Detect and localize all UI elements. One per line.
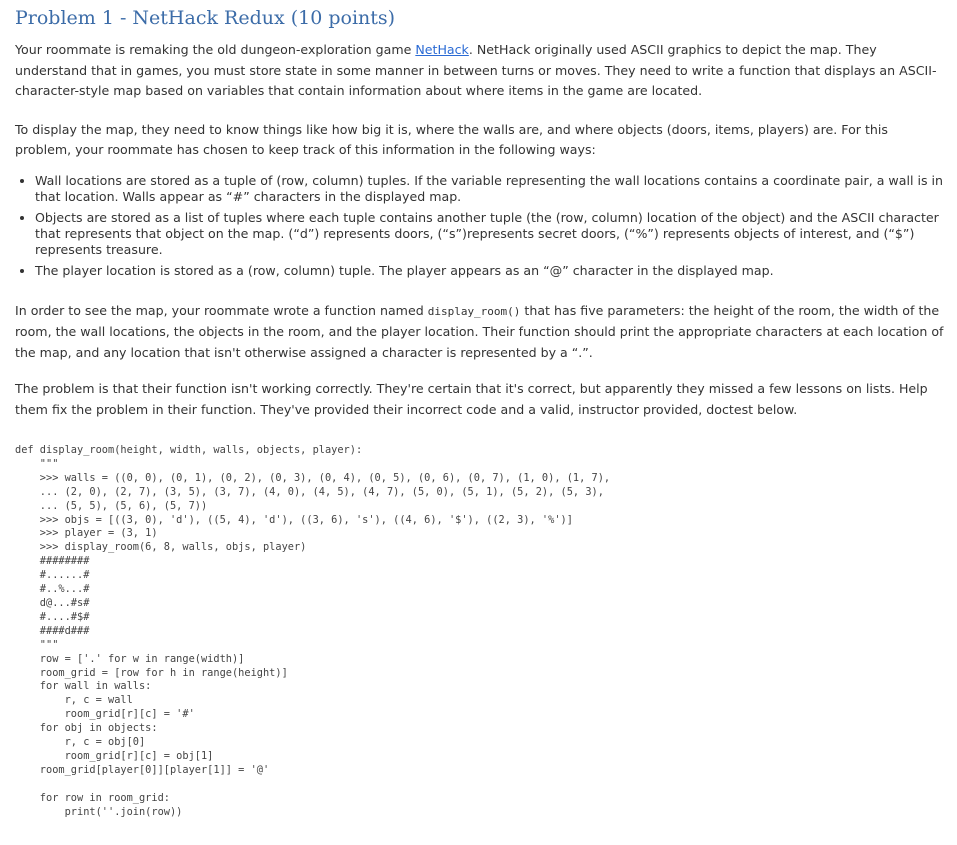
code-line: #....#$# bbox=[15, 610, 90, 623]
code-line: >>> display_room(6, 8, walls, objs, player) bbox=[15, 541, 307, 554]
code-line: room_grid[r][c] = obj[1] bbox=[15, 749, 214, 762]
intro-text-after-link: . NetHack originally used ASCII graphics to depict the map. They understand that in games, you must store state in some manner in between turns or moves. They need to write a function that displays an ASCII-character-style map based on variables that contain information about where items in the game are located. bbox=[15, 42, 937, 98]
list-item: • Wall locations are stored as a tuple of (row, column) tuples. If the variable representing the wall locations contains a coordinate pair, a wall is in that location. Walls appear as “#” characters in the displayed map. bbox=[35, 173, 945, 205]
map-info-paragraph: To display the map, they need to know things like how big it is, where the walls are, and where objects (doors, items, players) are. For this problem, your roommate has chosen to keep track of this information in the following ways: bbox=[15, 121, 888, 157]
code-line: ####d### bbox=[15, 624, 90, 637]
function-desc-before: In order to see the map, your roommate wrote a function named bbox=[15, 302, 428, 318]
nethack-link[interactable]: NetHack bbox=[415, 42, 469, 57]
function-description-paragraph bbox=[15, 301, 945, 364]
list-item: • The player location is stored as a (row, column) tuple. The player appears as an “@” character in the displayed map. bbox=[35, 263, 945, 279]
code-line: room_grid[player[0]][player[1]] = '@' bbox=[15, 763, 270, 776]
code-line: d@...#s# bbox=[15, 596, 90, 609]
code-line: >>> walls = ((0, 0), (0, 1), (0, 2), (0, 3), (0, 4), (0, 5), (0, 6), (0, 7), (1, 0), (1, 7), bbox=[15, 471, 611, 484]
problem-page bbox=[15, 0, 945, 819]
code-line: r, c = wall bbox=[15, 694, 133, 707]
function-name-code: display_room() bbox=[427, 304, 521, 318]
intro-text-before-link: Your roommate is remaking the old dungeon-exploration game bbox=[15, 42, 416, 57]
intro-paragraph bbox=[15, 40, 945, 102]
code-line: r, c = obj[0] bbox=[15, 736, 146, 749]
code-line: #......# bbox=[15, 569, 90, 582]
code-line: """ bbox=[15, 638, 59, 651]
code-line: ######## bbox=[15, 555, 90, 568]
code-line: room_grid = [row for h in range(height)] bbox=[15, 666, 288, 679]
code-line: for obj in objects: bbox=[15, 722, 158, 735]
function-desc-after: that has five parameters: the height of the room, the width of the room, the wall locations, the objects in the room, and the player location. Their function should print the appropriate characters at each location of the map, and any location that isn't otherwise assigned a character is represented by a “.”. bbox=[15, 302, 944, 360]
code-line: ... (5, 5), (5, 6), (5, 7)) bbox=[15, 499, 208, 512]
code-line: def display_room(height, width, walls, objects, player): bbox=[15, 444, 363, 456]
list-item: • Objects are stored as a list of tuples where each tuple contains another tuple (the (row, column) location of the object) and the ASCII character that represents that object on the map. (“d”) represents doors, (“s”)represents secret doors, (“%”) represents objects of interest, and (“$”) represents treasure. bbox=[35, 210, 945, 258]
code-line: row = ['.' for w in range(width)] bbox=[15, 652, 245, 665]
problem-title: Problem 1 - NetHack Redux (10 points) bbox=[15, 7, 396, 29]
code-line: """ bbox=[15, 457, 59, 470]
code-line: >>> player = (3, 1) bbox=[15, 527, 158, 540]
code-line: >>> objs = [((3, 0), 'd'), ((5, 4), 'd'), ((3, 6), 's'), ((4, 6), '$'), ((2, 3), '%')] bbox=[15, 513, 573, 526]
code-line: #..%...# bbox=[15, 583, 90, 596]
code-line: room_grid[r][c] = '#' bbox=[15, 708, 195, 721]
code-block bbox=[15, 444, 945, 819]
problem-statement-paragraph: The problem is that their function isn't working correctly. They're certain that it's correct, but apparently they missed a few lessons on lists. Help them fix the problem in their function. They've provided their incorrect code and a valid, instructor provided, doctest below. bbox=[15, 381, 928, 417]
storage-rules-list bbox=[15, 173, 945, 279]
code-line: print(''.join(row)) bbox=[15, 805, 183, 818]
code-line: for row in room_grid: bbox=[15, 791, 170, 804]
code-line: ... (2, 0), (2, 7), (3, 5), (3, 7), (4, 0), (4, 5), (4, 7), (5, 0), (5, 1), (5, 2), (5, 3), bbox=[15, 485, 604, 498]
code-line: for wall in walls: bbox=[15, 680, 152, 693]
